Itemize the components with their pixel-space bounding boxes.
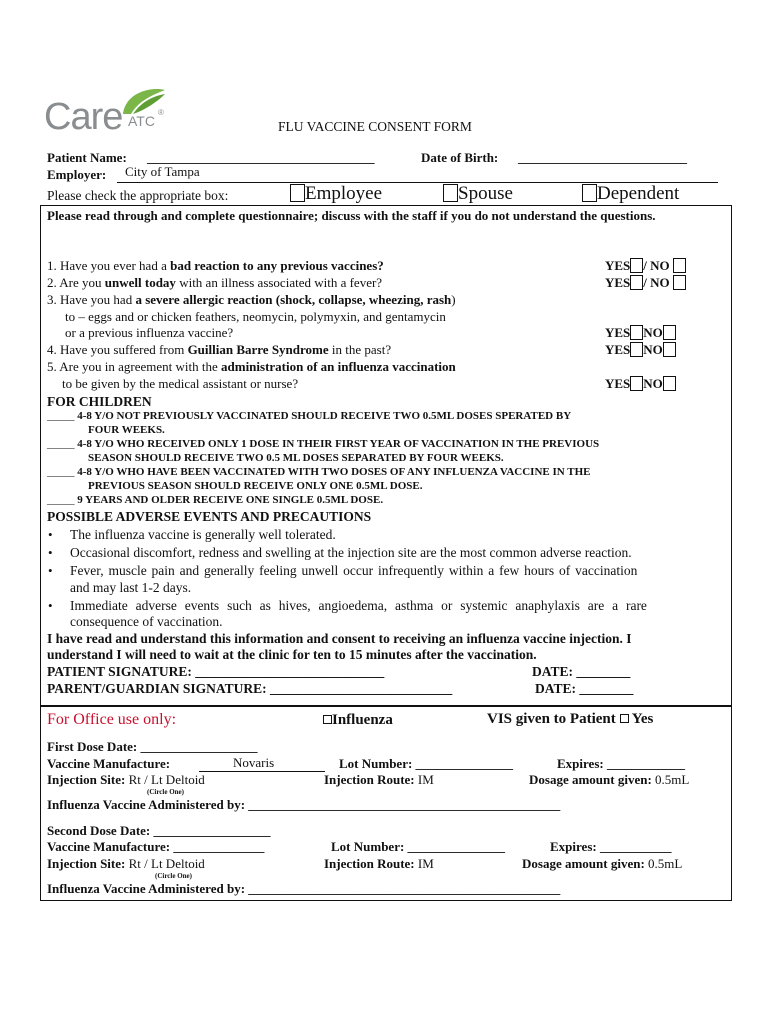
adverse-item-1: The influenza vaccine is generally well tolerated. [70,527,336,542]
children-blank-3[interactable]: _____ [47,466,75,478]
adverse-item-4: Immediate adverse events such as hives, angioedema, asthma or systemic anaphylaxis are a rare [70,598,647,613]
logo-registered: ® [158,108,164,117]
form-title: FLU VACCINE CONSENT FORM [278,119,472,134]
dob-label: Date of Birth: [421,150,499,165]
children-blank-2[interactable]: _____ [47,438,75,450]
option-employee[interactable] [290,183,382,205]
question-1: 1. Have you ever had a bad reaction to any previous vaccines? [47,258,384,273]
q3-no-checkbox[interactable] [663,325,676,340]
employer-label: Employer: [47,167,107,182]
q2-no-checkbox[interactable] [673,275,686,290]
children-row-3: _____ 4-8 Y/O WHO HAVE BEEN VACCINATED WITH TWO DOSES OF ANY INFLUENZA VACCINE IN THE [47,466,591,478]
dob-field[interactable]: __________________________ [518,150,687,165]
logo-brand: Care [44,96,123,138]
consent-line-1: I have read and understand this information and consent to receiving an influenza vaccine injection. I [47,631,632,646]
q1-yes-checkbox[interactable] [630,258,643,273]
manufacturer-value: Novaris [233,755,275,770]
administered-by-2-field[interactable]: Influenza Vaccine Administered by: ________________________________________________ [47,881,561,896]
dependent-label: Dependent [597,183,680,204]
option-spouse[interactable] [443,183,513,205]
consent-line-2: understand I will need to wait at the clinic for ten to 15 minutes after the vaccination. [47,647,537,662]
dependent-checkbox[interactable] [582,184,597,202]
option-dependent[interactable] [582,183,679,205]
influenza-checkbox[interactable] [323,715,332,724]
bullet-3-icon: • [48,563,53,578]
adverse-item-4b: consequence of vaccination. [70,614,223,629]
vis-given: VIS given to Patient Yes [487,711,654,727]
children-row-2: _____ 4-8 Y/O WHO RECEIVED ONLY 1 DOSE IN THEIR FIRST YEAR OF VACCINATION IN THE PREVIOUS [47,438,600,450]
q5-no-checkbox[interactable] [663,376,676,391]
instructions: Please read through and complete questionnaire; discuss with the staff if you do not understand the questions. [47,208,656,223]
check-instruction: Please check the appropriate box: [47,188,229,203]
injection-site-2-value[interactable]: Rt / Lt Deltoid [128,856,205,871]
adverse-heading: POSSIBLE ADVERSE EVENTS AND PRECAUTIONS [47,509,372,524]
adverse-item-3b: and may last 1-2 days. [70,580,192,595]
manufacturer-field[interactable] [199,755,325,772]
manufacturer-2-field[interactable]: Vaccine Manufacture: ______________ [47,839,265,854]
adverse-item-3: Fever, muscle pain and generally feeling unwell occur infrequently within a few hours of vaccination [70,563,638,578]
children-blank-1[interactable]: _____ [47,410,75,422]
children-row-3b: PREVIOUS SEASON SHOULD RECEIVE ONLY ONE 0.5ML DOSE. [88,480,423,492]
answer-q4: YES NO [605,342,676,358]
employer-value: City of Tampa [125,164,200,179]
answer-q5: YES NO [605,376,676,392]
first-dose-date-field[interactable]: First Dose Date: __________________ [47,739,258,754]
children-row-4: _____ 9 YEARS AND OLDER RECEIVE ONE SINGLE 0.5ML DOSE. [47,494,384,506]
question-2: 2. Are you unwell today with an illness associated with a fever? [47,275,383,290]
injection-site: Injection Site: Rt / Lt Deltoid [47,772,205,787]
administered-by-field[interactable]: Influenza Vaccine Administered by: ________________________________________________ [47,797,561,812]
lot-number-2-field[interactable]: Lot Number: _______________ [331,839,506,854]
dosage-amount-2: Dosage amount given: 0.5mL [522,856,683,871]
q2-yes-checkbox[interactable] [630,275,643,290]
patient-signature-field[interactable]: PATIENT SIGNATURE: ____________________________ [47,664,385,679]
dosage-amount: Dosage amount given: 0.5mL [529,772,690,787]
question-3-line3: or a previous influenza vaccine? [65,325,234,340]
logo-suffix: ATC [128,113,155,129]
injection-site-value[interactable]: Rt / Lt Deltoid [128,772,205,787]
circle-one-note: (Circle One) [147,788,184,796]
question-5: 5. Are you in agreement with the administration of an influenza vaccination [47,359,456,374]
q4-no-checkbox[interactable] [663,342,676,357]
influenza-option[interactable] [323,712,393,729]
question-3-line2: to – eggs and or chicken feathers, neomycin, polymyxin, and gentamycin [65,309,446,324]
employee-label: Employee [305,183,383,204]
expires-2-field[interactable]: Expires: ___________ [550,839,672,854]
influenza-label: Influenza [332,712,393,728]
employee-checkbox[interactable] [290,184,305,202]
bullet-1-icon: • [48,527,53,542]
adverse-item-2: Occasional discomfort, redness and swelling at the injection site are the most common adverse reaction. [70,545,632,560]
q1-no-checkbox[interactable] [673,258,686,273]
question-5-line2: to be given by the medical assistant or nurse? [62,376,299,391]
employer-field[interactable] [117,166,718,183]
patient-name-field[interactable]: ___________________________________ [147,150,375,165]
q4-yes-checkbox[interactable] [630,342,643,357]
guardian-date-field[interactable]: DATE: ________ [535,681,634,696]
logo [44,86,174,138]
q3-yes-checkbox[interactable] [630,325,643,340]
children-blank-4[interactable]: _____ [47,494,75,506]
children-row-1: _____ 4-8 Y/O NOT PREVIOUSLY VACCINATED SHOULD RECEIVE TWO 0.5ML DOSES SPERATED BY [47,410,572,422]
bullet-4-icon: • [48,598,53,613]
answer-q1: YES / NO [605,258,686,274]
spouse-label: Spouse [458,183,513,204]
bullet-2-icon: • [48,545,53,560]
children-heading: FOR CHILDREN [47,394,152,409]
question-4: 4. Have you suffered from Guillian Barre Syndrome in the past? [47,342,392,357]
answer-q3: YES NO [605,325,676,341]
spouse-checkbox[interactable] [443,184,458,202]
answer-q2: YES / NO [605,275,686,291]
expires-field[interactable]: Expires: ____________ [557,756,685,771]
children-row-1b: FOUR WEEKS. [88,424,165,436]
children-row-2b: SEASON SHOULD RECEIVE TWO 0.5 ML DOSES SEPARATED BY FOUR WEEKS. [88,452,504,464]
q5-yes-checkbox[interactable] [630,376,643,391]
vis-yes-checkbox[interactable] [620,714,629,723]
second-dose-date-field[interactable]: Second Dose Date: __________________ [47,823,271,838]
guardian-signature-field[interactable]: PARENT/GUARDIAN SIGNATURE: ___________________________ [47,681,453,696]
patient-name-label: Patient Name: [47,150,127,165]
injection-site-2: Injection Site: Rt / Lt Deltoid [47,856,205,871]
lot-number-field[interactable]: Lot Number: _______________ [339,756,514,771]
injection-route: Injection Route: IM [324,772,434,787]
circle-one-note-2: (Circle One) [155,872,192,880]
office-heading: For Office use only: [47,711,177,728]
injection-route-2: Injection Route: IM [324,856,434,871]
question-3: 3. Have you had a severe allergic reaction (shock, collapse, wheezing, rash) [47,292,456,307]
patient-date-field[interactable]: DATE: ________ [532,664,631,679]
manufacturer-label: Vaccine Manufacture: [47,756,171,771]
